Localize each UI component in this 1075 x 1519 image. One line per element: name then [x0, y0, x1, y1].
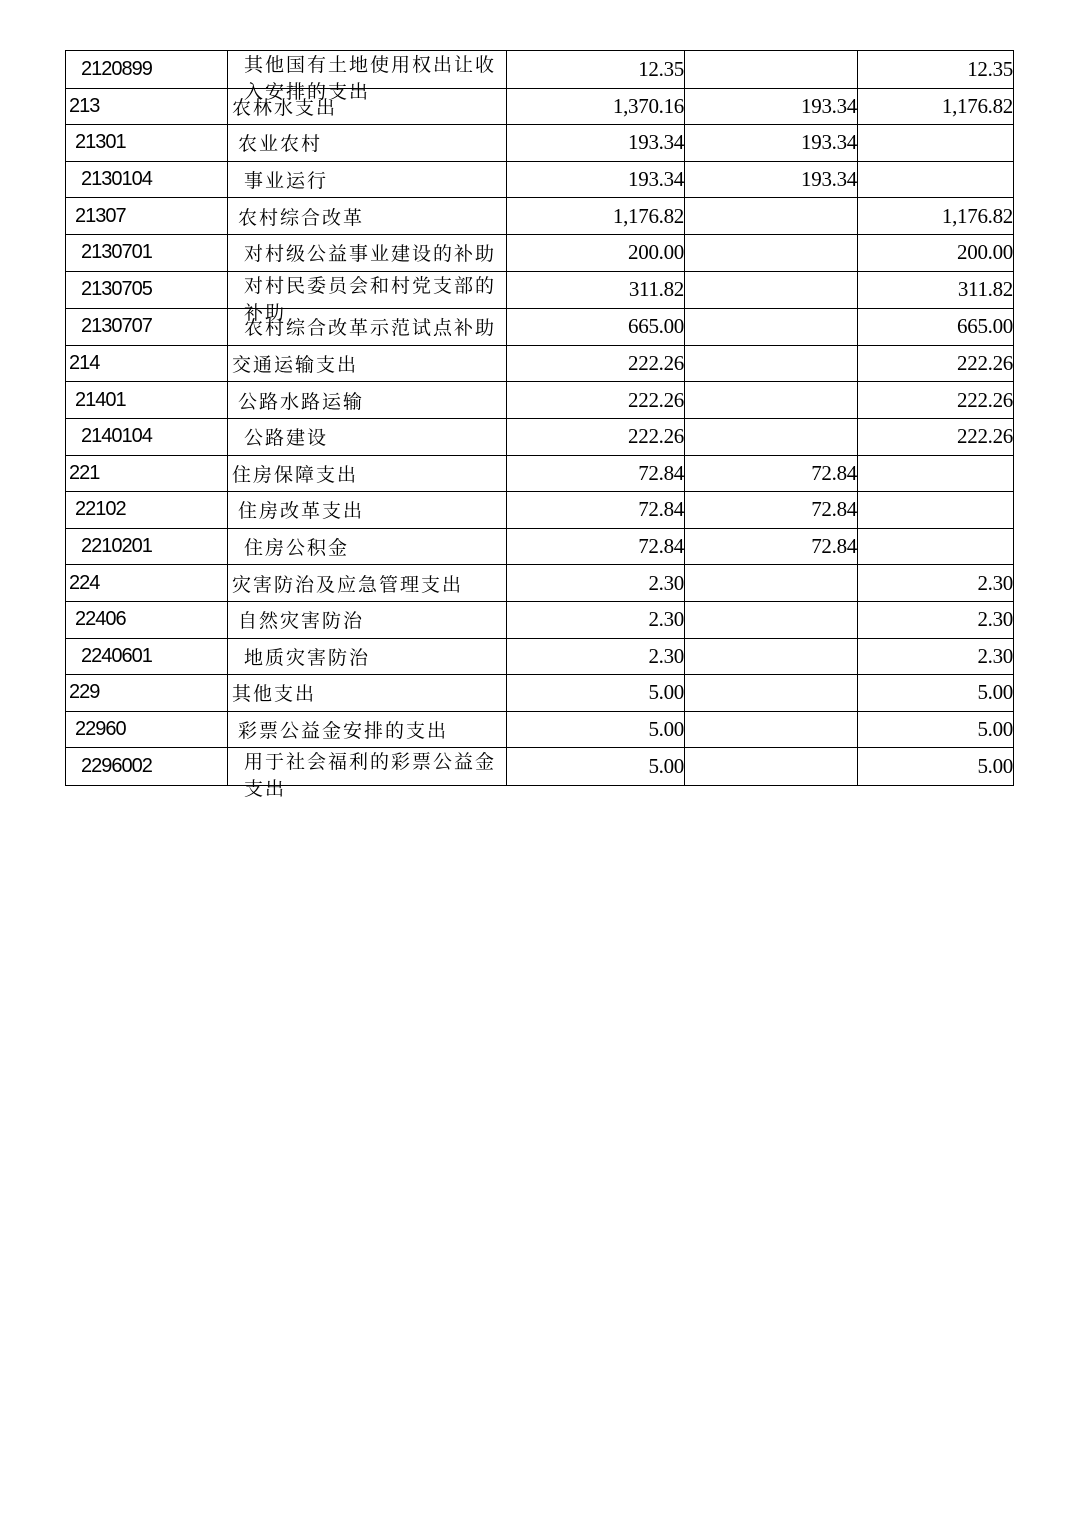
- subject-code-cell: 22960: [66, 711, 228, 748]
- subject-code-cell: 2130705: [66, 271, 228, 309]
- table-row: [66, 492, 1014, 529]
- table-row: [66, 675, 1014, 712]
- basic-amount-cell: [685, 675, 858, 712]
- subject-code-cell: 2130707: [66, 309, 228, 346]
- subject-code-cell: 22406: [66, 601, 228, 638]
- project-amount-cell: [858, 125, 1014, 162]
- subject-name-cell: [228, 51, 507, 103]
- total-amount-cell: 222.26: [507, 345, 685, 382]
- project-amount-cell: 1,176.82: [858, 88, 1014, 125]
- table-row: [66, 601, 1014, 638]
- subject-name-cell: [228, 748, 507, 801]
- total-amount-cell: 193.34: [507, 125, 685, 162]
- basic-amount-cell: 72.84: [685, 455, 858, 492]
- subject-code-cell: 21307: [66, 198, 228, 235]
- project-amount-cell: 200.00: [858, 234, 1014, 271]
- subject-name-cell: 住房保障支出: [228, 455, 507, 492]
- total-amount-cell: 200.00: [507, 234, 685, 271]
- project-amount-cell: 222.26: [858, 382, 1014, 419]
- project-amount-cell: 12.35: [858, 51, 1014, 89]
- subject-name-cell: [228, 271, 507, 324]
- total-amount-cell: 5.00: [507, 748, 685, 786]
- project-amount-cell: 222.26: [858, 418, 1014, 455]
- basic-amount-cell: [685, 51, 858, 89]
- total-amount-cell: 12.35: [507, 51, 685, 89]
- expenditure-table: [65, 50, 1014, 801]
- subject-name-cell: 交通运输支出: [228, 345, 507, 382]
- subject-code-cell: 2210201: [66, 528, 228, 565]
- basic-amount-cell: 193.34: [685, 125, 858, 162]
- basic-amount-cell: 72.84: [685, 528, 858, 565]
- subject-name-cell: 地质灾害防治: [228, 638, 507, 675]
- table-row: [66, 638, 1014, 675]
- subject-name-text: 用于社会福利的彩票公益金支出: [244, 751, 497, 801]
- subject-code-cell: 221: [66, 455, 228, 492]
- table-row: [66, 455, 1014, 492]
- subject-code-cell: 229: [66, 675, 228, 712]
- basic-amount-cell: [685, 345, 858, 382]
- basic-amount-cell: [685, 198, 858, 235]
- total-amount-cell: 1,176.82: [507, 198, 685, 235]
- project-amount-cell: [858, 455, 1014, 492]
- basic-amount-cell: [685, 565, 858, 602]
- table-row: [66, 234, 1014, 271]
- subject-name-cell: 灾害防治及应急管理支出: [228, 565, 507, 602]
- basic-amount-cell: [685, 748, 858, 786]
- total-amount-cell: 311.82: [507, 271, 685, 309]
- subject-name-cell: 对村级公益事业建设的补助: [228, 234, 507, 271]
- subject-name-cell: 农村综合改革: [228, 198, 507, 235]
- subject-code-cell: 22102: [66, 492, 228, 529]
- table-row: [66, 565, 1014, 602]
- subject-name-cell: 公路水路运输: [228, 382, 507, 419]
- subject-code-cell: 214: [66, 345, 228, 382]
- total-amount-cell: 1,370.16: [507, 88, 685, 125]
- table-row: [66, 271, 1014, 309]
- table-body: [66, 51, 1014, 801]
- table-row: [66, 711, 1014, 748]
- basic-amount-cell: [685, 601, 858, 638]
- project-amount-cell: 2.30: [858, 638, 1014, 675]
- total-amount-cell: 72.84: [507, 455, 685, 492]
- subject-name-text: 其他国有土地使用权出让收入安排的支出: [244, 54, 497, 103]
- total-amount-cell: 222.26: [507, 418, 685, 455]
- subject-name-cell: 农村综合改革示范试点补助: [228, 309, 507, 346]
- basic-amount-cell: [685, 271, 858, 309]
- table-row: [66, 161, 1014, 198]
- subject-code-cell: 2120899: [66, 51, 228, 89]
- subject-code-cell: 213: [66, 88, 228, 125]
- total-amount-cell: 193.34: [507, 161, 685, 198]
- table-row: [66, 418, 1014, 455]
- subject-name-cell: 农业农村: [228, 125, 507, 162]
- subject-name-cell: 自然灾害防治: [228, 601, 507, 638]
- basic-amount-cell: [685, 234, 858, 271]
- subject-name-cell: 公路建设: [228, 418, 507, 455]
- table-row: [66, 88, 1014, 125]
- project-amount-cell: 5.00: [858, 711, 1014, 748]
- subject-code-cell: 2130104: [66, 161, 228, 198]
- subject-name-text: 对村民委员会和村党支部的补助: [244, 274, 497, 324]
- total-amount-cell: 72.84: [507, 528, 685, 565]
- project-amount-cell: 222.26: [858, 345, 1014, 382]
- total-amount-cell: 222.26: [507, 382, 685, 419]
- subject-code-cell: 2130701: [66, 234, 228, 271]
- subject-code-cell: 2296002: [66, 748, 228, 786]
- total-amount-cell: 2.30: [507, 565, 685, 602]
- project-amount-cell: 2.30: [858, 601, 1014, 638]
- project-amount-cell: 665.00: [858, 309, 1014, 346]
- basic-amount-cell: 193.34: [685, 88, 858, 125]
- subject-name-cell: 住房改革支出: [228, 492, 507, 529]
- project-amount-cell: 5.00: [858, 748, 1014, 786]
- subject-code-cell: 2140104: [66, 418, 228, 455]
- subject-name-cell: 彩票公益金安排的支出: [228, 711, 507, 748]
- table-row: [66, 382, 1014, 419]
- project-amount-cell: 311.82: [858, 271, 1014, 309]
- subject-name-cell: 住房公积金: [228, 528, 507, 565]
- table-row: [66, 748, 1014, 786]
- subject-name-cell: 事业运行: [228, 161, 507, 198]
- total-amount-cell: 72.84: [507, 492, 685, 529]
- project-amount-cell: [858, 492, 1014, 529]
- basic-amount-cell: [685, 418, 858, 455]
- subject-name-cell: 农林水支出: [228, 88, 507, 125]
- subject-code-cell: 2240601: [66, 638, 228, 675]
- subject-name-cell: 其他支出: [228, 675, 507, 712]
- total-amount-cell: 665.00: [507, 309, 685, 346]
- basic-amount-cell: [685, 382, 858, 419]
- project-amount-cell: [858, 161, 1014, 198]
- total-amount-cell: 5.00: [507, 675, 685, 712]
- project-amount-cell: [858, 528, 1014, 565]
- table-row: [66, 528, 1014, 565]
- total-amount-cell: 2.30: [507, 638, 685, 675]
- table-row: [66, 125, 1014, 162]
- subject-code-cell: 21401: [66, 382, 228, 419]
- project-amount-cell: 1,176.82: [858, 198, 1014, 235]
- basic-amount-cell: 72.84: [685, 492, 858, 529]
- table-row: [66, 345, 1014, 382]
- basic-amount-cell: [685, 638, 858, 675]
- project-amount-cell: 2.30: [858, 565, 1014, 602]
- total-amount-cell: 2.30: [507, 601, 685, 638]
- basic-amount-cell: 193.34: [685, 161, 858, 198]
- basic-amount-cell: [685, 309, 858, 346]
- total-amount-cell: 5.00: [507, 711, 685, 748]
- subject-code-cell: 21301: [66, 125, 228, 162]
- basic-amount-cell: [685, 711, 858, 748]
- project-amount-cell: 5.00: [858, 675, 1014, 712]
- table-row: [66, 198, 1014, 235]
- table-row: [66, 51, 1014, 89]
- subject-code-cell: 224: [66, 565, 228, 602]
- table-row: [66, 309, 1014, 346]
